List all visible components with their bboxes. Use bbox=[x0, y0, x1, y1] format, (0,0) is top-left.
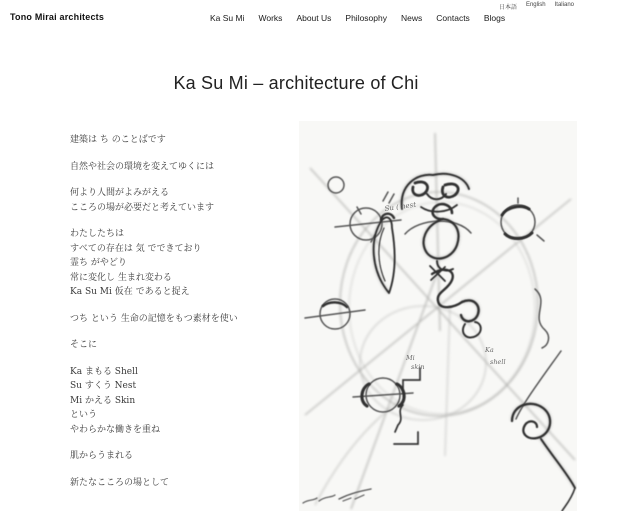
nav-item-news[interactable]: News bbox=[401, 13, 423, 23]
nav-item-contacts[interactable]: Contacts bbox=[436, 13, 470, 23]
poem-paragraph bbox=[70, 476, 300, 491]
poem-paragraph bbox=[70, 160, 300, 175]
sketch-annotation-nest: Su ( nest bbox=[384, 200, 417, 213]
poem-line: Mi かえる Skin bbox=[70, 395, 136, 406]
poem-line: こころの場が必要だと考えています bbox=[70, 202, 215, 213]
language-switcher bbox=[499, 2, 574, 11]
poem-line: すべての存在は 気 でできており bbox=[70, 243, 202, 254]
poem bbox=[70, 133, 300, 502]
poem-paragraph bbox=[70, 312, 300, 327]
language-link-1[interactable]: English bbox=[525, 2, 546, 8]
poem-paragraph bbox=[70, 338, 300, 353]
sketch-image bbox=[299, 121, 577, 511]
poem-paragraph bbox=[70, 186, 300, 215]
page-title: Ka Su Mi – architecture of Chi bbox=[173, 73, 419, 94]
poem-paragraph bbox=[70, 227, 300, 300]
poem-line: やわらかな働きを重ね bbox=[70, 424, 161, 435]
poem-line: わたしたちは bbox=[70, 229, 125, 239]
poem-paragraph bbox=[70, 365, 300, 438]
nav-item-blogs[interactable]: Blogs bbox=[483, 13, 506, 23]
nav-item-philosophy[interactable]: Philosophy bbox=[345, 13, 387, 23]
sketch-annotation-ka-word: shell bbox=[490, 358, 506, 366]
main-nav bbox=[210, 13, 505, 23]
poem-line: 新たなこころの場として bbox=[70, 477, 170, 488]
sketch-annotation-mi-word: skin bbox=[411, 363, 425, 371]
poem-paragraph bbox=[70, 449, 300, 464]
poem-line: そこに bbox=[70, 340, 98, 350]
sketch-annotations bbox=[384, 201, 505, 371]
signature-scribble bbox=[303, 489, 371, 503]
poem-line: 肌からうまれる bbox=[70, 451, 134, 461]
poem-paragraph bbox=[70, 133, 300, 148]
sketch-annotation-ka: Ka bbox=[485, 346, 494, 354]
construction-lines bbox=[305, 133, 575, 509]
poem-line: 建築は ち のことばです bbox=[70, 135, 166, 145]
brand-logo[interactable]: Tono Mirai architects bbox=[10, 12, 105, 22]
language-link-0[interactable]: 日本語 bbox=[498, 5, 517, 11]
poem-line: つち という 生命の記憶をもつ素材を使い bbox=[70, 313, 238, 324]
nav-item-ka-su-mi[interactable]: Ka Su Mi bbox=[210, 13, 245, 23]
poem-line: という bbox=[70, 410, 98, 420]
poem-line: 自然や社会の環境を変えてゆくには bbox=[70, 161, 215, 172]
poem-line: 何より人間がよみがえる bbox=[70, 188, 170, 198]
poem-line: 常に変化し 生まれ変わる bbox=[70, 272, 172, 283]
poem-line: Ka まもる Shell bbox=[70, 366, 138, 377]
language-link-2[interactable]: Italiano bbox=[554, 2, 574, 8]
chi-sketch-drawing bbox=[299, 121, 577, 511]
nav-item-works[interactable]: Works bbox=[258, 13, 283, 23]
sketch-annotation-mi: Mi bbox=[406, 354, 415, 362]
poem-line: Su すくう Nest bbox=[70, 381, 137, 391]
nav-item-about-us[interactable]: About Us bbox=[296, 13, 332, 23]
poem-line: Ka Su Mi 仮在 であると捉え bbox=[70, 287, 190, 297]
poem-line: 霊ち がやどり bbox=[70, 258, 127, 268]
